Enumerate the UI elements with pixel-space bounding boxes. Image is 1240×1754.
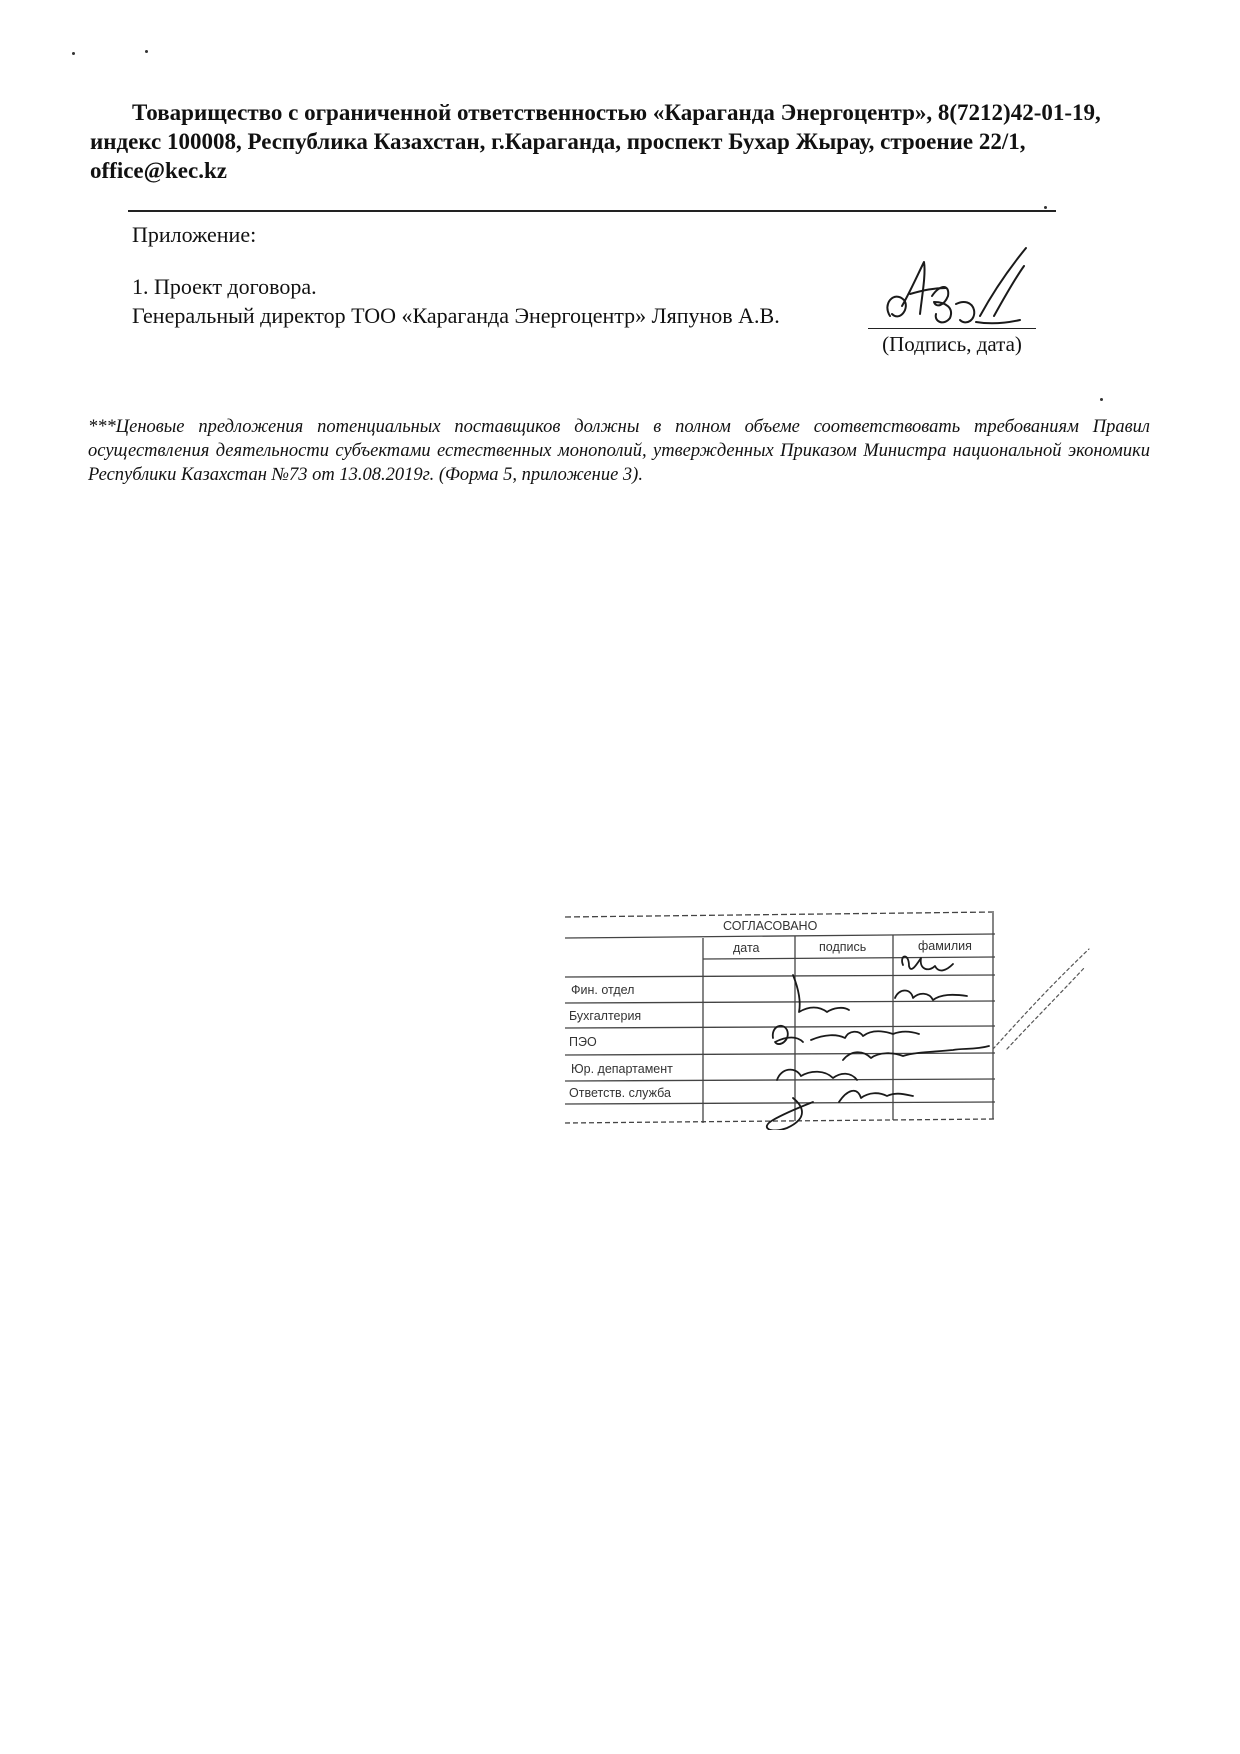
scan-speck: [1044, 206, 1047, 209]
approval-stamp: [563, 905, 997, 1124]
stamp-row-peo: ПЭО: [569, 1035, 597, 1049]
header-divider: [128, 210, 1056, 212]
scan-speck: [1100, 398, 1103, 401]
scan-speck: [145, 50, 148, 53]
company-header: Товарищество с ограниченной ответственностью «Караганда Энергоцентр», 8(7212)42-01-19, индекс 100008, Республика Казахстан, г.Караганда, проспект Бухар Жырау, строение 22/1, office@kec.kz: [90, 100, 1101, 183]
stamp-row-accounting: Бухгалтерия: [569, 1009, 642, 1023]
stamp-row-responsible: Ответств. служба: [569, 1086, 671, 1100]
scan-speck: [72, 52, 75, 55]
director-signature-icon: [880, 244, 1030, 339]
stamp-signatures-icon: [753, 930, 993, 1130]
director-line: Генеральный директор ТОО «Караганда Энергоцентр» Ляпунов А.В.: [132, 303, 780, 328]
stamp-col-date: дата: [733, 941, 760, 955]
stamp-flourish-icon: [985, 945, 1095, 1055]
appendix-label: Приложение:: [132, 222, 257, 247]
stamp-col-signature: подпись: [819, 940, 867, 954]
stamp-row-legal: Юр. департамент: [571, 1062, 673, 1076]
stamp-row-fin: Фин. отдел: [571, 983, 635, 997]
stamp-col-surname: фамилия: [918, 939, 972, 953]
signature-caption: (Подпись, дата): [882, 332, 1022, 356]
footnote: ***Ценовые предложения потенциальных поставщиков должны в полном объеме соответствовать требованиям Правил осуществления деятельности субъектами естественных монополий, утвержденных Приказом Министра национальной экономики Республики Казахстан №73 от 13.08.2019г. (Форма 5, приложение 3).: [88, 417, 1150, 485]
appendix-item: 1. Проект договора.: [132, 274, 317, 299]
stamp-title: СОГЛАСОВАНО: [723, 919, 818, 933]
